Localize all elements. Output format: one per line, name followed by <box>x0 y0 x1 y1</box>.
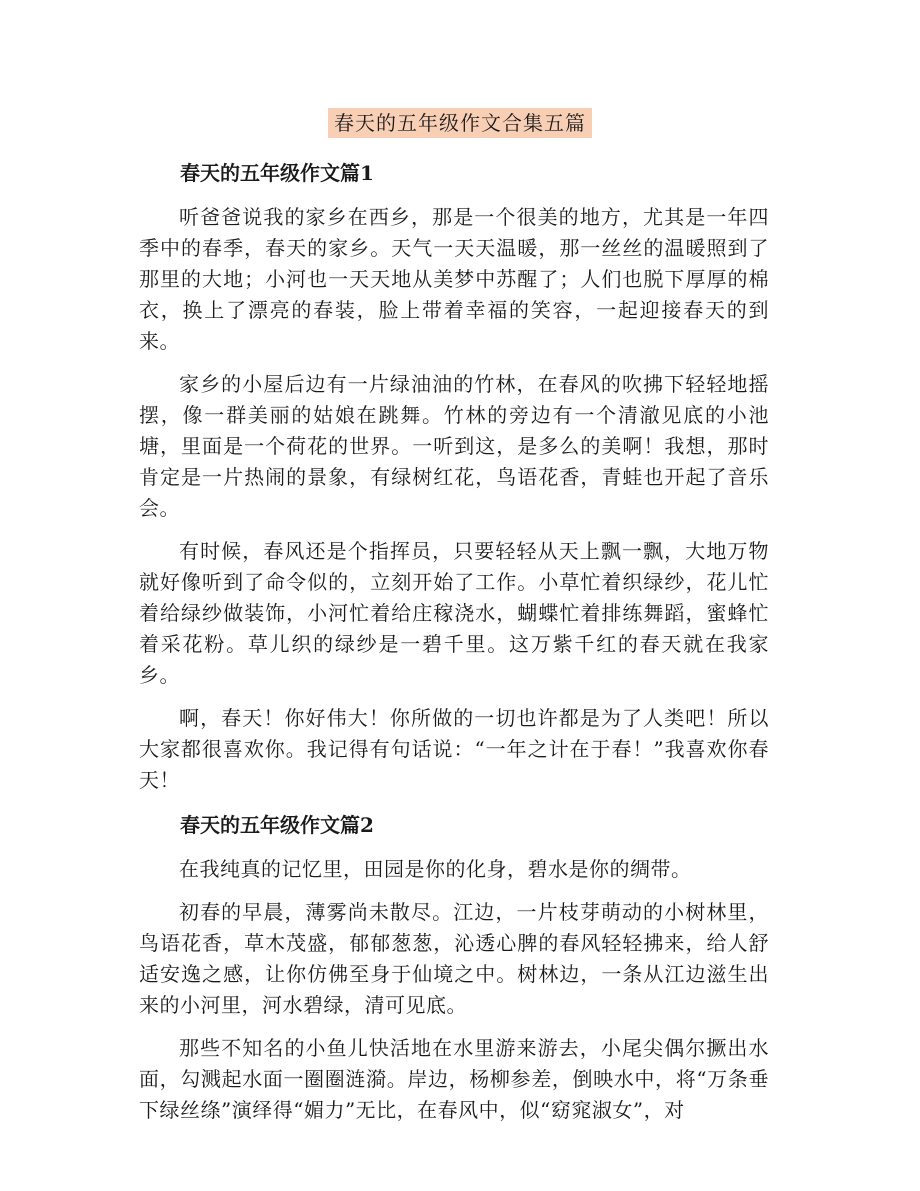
section-2 <box>139 808 769 1126</box>
section-heading: 春天的五年级作文篇1 <box>180 161 374 185</box>
paragraph: 听爸爸说我的家乡在西乡，那是一个很美的地方，尤其是一年四季中的春季，春天的家乡。天气一天天温暖，那一丝丝的温暖照到了那里的大地；小河也一天天地从美梦中苏醒了；人们也脱下厚厚的棉衣，换上了漂亮的春装，脸上带着幸福的笑容，一起迎接春天的到来。 <box>139 205 769 353</box>
paragraph: 有时候，春风还是个指挥员，只要轻轻从天上飘一飘，大地万物就好像听到了命令似的，立刻开始了工作。小草忙着织绿纱，花儿忙着给绿纱做装饰，小河忙着给庄稼浇水，蝴蝶忙着排练舞蹈，蜜蜂忙着采花粉。草儿织的绿纱是一碧千里。这万紫千红的春天就在我家乡。 <box>139 539 769 687</box>
section-1 <box>139 156 769 796</box>
paragraph: 初春的早晨，薄雾尚未散尽。江边，一片枝芽萌动的小树林里，鸟语花香，草木茂盛，郁郁葱葱，沁透心脾的春风轻轻拂来，给人舒适安逸之感，让你仿佛至身于仙境之中。树林边，一条从江边滋生出来的小河里，河水碧绿，清可见底。 <box>139 900 769 1017</box>
paragraph: 家乡的小屋后边有一片绿油油的竹林，在春风的吹拂下轻轻地摇摆，像一群美丽的姑娘在跳舞。竹林的旁边有一个清澈见底的小池塘，里面是一个荷花的世界。一听到这，是多么的美啊！我想，那时肯定是一片热闹的景象，有绿树红花，鸟语花香，青蛙也开起了音乐会。 <box>139 372 769 520</box>
title-wrap <box>0 108 920 138</box>
paragraph: 那些不知名的小鱼儿快活地在水里游来游去，小尾尖偶尔撅出水面，勾溅起水面一圈圈涟漪。岸边，杨柳参差，倒映水中，将“万条垂下绿丝绦”演绎得“媚力”无比，在春风中，似“窈窕淑女”，对 <box>139 1036 769 1122</box>
section-heading: 春天的五年级作文篇2 <box>180 813 374 837</box>
document-body <box>139 156 769 1138</box>
paragraph: 啊，春天！你好伟大！你所做的一切也许都是为了人类吧！所以大家都很喜欢你。我记得有句话说：“一年之计在于春！”我喜欢你春天！ <box>139 706 769 792</box>
paragraph: 在我纯真的记忆里，田园是你的化身，碧水是你的绸带。 <box>179 857 692 881</box>
document-title: 春天的五年级作文合集五篇 <box>328 108 592 138</box>
